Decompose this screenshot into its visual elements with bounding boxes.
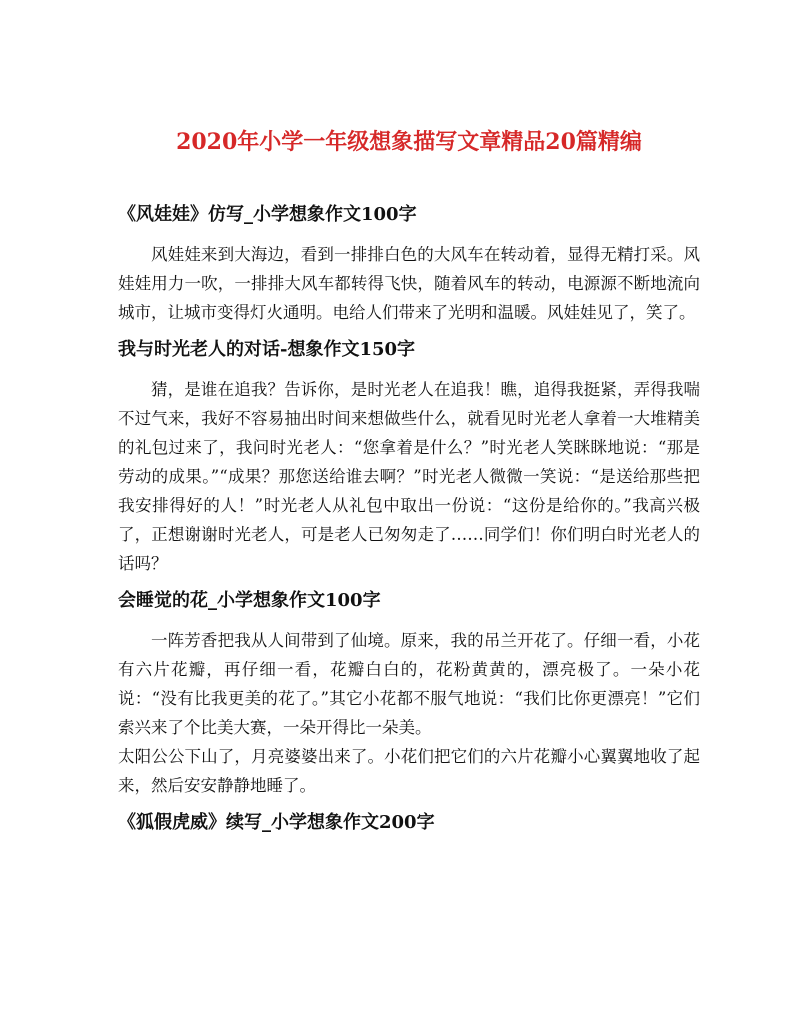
section-heading: 《狐假虎威》续写_小学想象作文200字 [118, 812, 435, 833]
section-heading: 我与时光老人的对话-想象作文150字 [118, 339, 416, 360]
section-heading: 会睡觉的花_小学想象作文100字 [118, 590, 381, 611]
section-paragraph: 风娃娃来到大海边，看到一排排白色的大风车在转动着，显得无精打采。风娃娃用力一吹，一排排大风车都转得飞快，随着风车的转动，电源源不断地流向城市，让城市变得灯火通明。电给人们带来了光明和温暖。风娃娃见了，笑了。 [118, 245, 700, 322]
document-title: 2020年小学一年级想象描写文章精品20篇精编 [176, 129, 642, 155]
section-heading: 《风娃娃》仿写_小学想象作文100字 [118, 204, 417, 225]
section-paragraph: 猜，是谁在追我？告诉你，是时光老人在追我！瞧，追得我挺紧，弄得我喘不过气来，我好不容易抽出时间来想做些什么，就看见时光老人拿着一大堆精美的礼包过来了，我问时光老人：“您拿着是什么？”时光老人笑眯眯地说：“那是劳动的成果。”“成果？那您送给谁去啊？”时光老人微微一笑说：“是送给那些把我安排得好的人！”时光老人从礼包中取出一份说：“这份是给你的。”我高兴极了，正想谢谢时光老人，可是老人已匆匆走了……同学们！你们明白时光老人的话吗？ [118, 380, 700, 573]
section-paragraph: 一阵芳香把我从人间带到了仙境。原来，我的吊兰开花了。仔细一看，小花有六片花瓣，再仔细一看，花瓣白白的，花粉黄黄的，漂亮极了。一朵小花说：“没有比我更美的花了。”其它小花都不服气地说：“我们比你更漂亮！”它们索兴来了个比美大赛，一朵开得比一朵美。 [118, 631, 700, 737]
section-paragraph: 太阳公公下山了，月亮婆婆出来了。小花们把它们的六片花瓣小心翼翼地收了起来，然后安安静静地睡了。 [118, 747, 700, 795]
